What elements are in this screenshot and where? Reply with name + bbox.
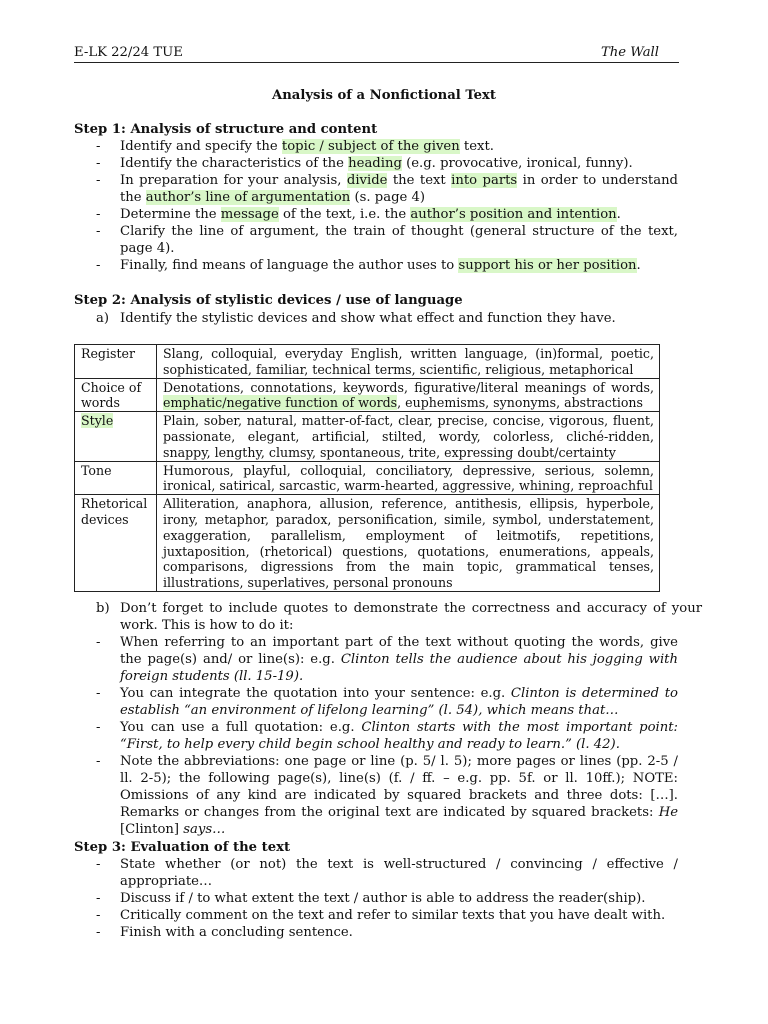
- table-cell: Register: [75, 345, 157, 379]
- page-header: [74, 44, 679, 63]
- list-item: - Clarify the line of argument, the train of thought (general structure of the text, page 4).: [74, 223, 678, 257]
- list-item: - Identify the characteristics of the heading (e.g. provocative, ironical, funny).: [74, 155, 678, 172]
- table-cell: Slang, colloquial, everyday English, written language, (in)formal, poetic, sophisticated, familiar, technical terms, scientific, religious, metaphorical: [157, 345, 660, 379]
- list-item: - Note the abbreviations: one page or line (p. 5/ l. 5); more pages or lines (pp. 2-5 / ll. 2-5); the following page(s), line(s) (f. / ff. – e.g. pp. 5f. or ll. 10ff.); NOTE: Omissions of any kind are indicated by squared brackets and three dots: […]. Remarks or changes from the original text are indicated by squared brackets: He [Clinton] says…: [74, 753, 678, 838]
- list-item: - Discuss if / to what extent the text / author is able to address the reader(ship).: [74, 890, 678, 907]
- step3-heading: Step 3: Evaluation of the text: [74, 840, 291, 855]
- table-cell: Tone: [75, 461, 157, 495]
- course-code: E-LK 22/24 TUE: [74, 45, 183, 60]
- quotation-rules-list: [74, 634, 678, 838]
- list-item: - When referring to an important part of the text without quoting the words, give the page(s) and/ or line(s): e.g. Clinton tells the audience about his jogging with foreign students (ll. 15-19).: [74, 634, 678, 685]
- table-row: [75, 412, 660, 461]
- list-item: - Identify and specify the topic / subject of the given text.: [74, 138, 678, 155]
- table-cell: Denotations, connotations, keywords, figurative/literal meanings of words, emphatic/negative function of words, euphemisms, synonyms, abstractions: [157, 378, 660, 412]
- table-cell: Choice of words: [75, 378, 157, 412]
- list-item: - Critically comment on the text and refer to similar texts that you have dealt with.: [74, 907, 678, 924]
- step2-a: a) Identify the stylistic devices and show what effect and function they have.: [96, 311, 616, 326]
- table-cell: Style: [75, 412, 157, 461]
- step1-heading: Step 1: Analysis of structure and content: [74, 122, 378, 137]
- list-item: - Finally, find means of language the author uses to support his or her position.: [74, 257, 678, 274]
- list-item: - In preparation for your analysis, divide the text into parts in order to understand the author’s line of argumentation (s. page 4): [74, 172, 678, 206]
- table-row: [75, 378, 660, 412]
- unit-title: The Wall: [601, 45, 659, 60]
- step2-b: b) Don’t forget to include quotes to demonstrate the correctness and accuracy of your work. This is how to do it:: [96, 601, 702, 633]
- list-item: - Finish with a concluding sentence.: [74, 924, 678, 941]
- table-cell: Plain, sober, natural, matter-of-fact, clear, precise, concise, vigorous, fluent, passionate, elegant, artificial, stilted, wordy, colorless, cliché-ridden, snappy, lengthy, clumsy, spontaneous, trite, expressing doubt/certainty: [157, 412, 660, 461]
- table-row: [75, 461, 660, 495]
- table-cell: Alliteration, anaphora, allusion, reference, antithesis, ellipsis, hyperbole, irony, metaphor, paradox, personification, simile, symbol, understatement, exaggeration, parallelism, employment of leitmotifs, repetitions, juxtaposition, (rhetorical) questions, quotations, enumerations, appeals, comparisons, digressions from the main topic, grammatical tenses, illustrations, superlatives, personal pronouns: [157, 495, 660, 592]
- table-cell: Humorous, playful, colloquial, conciliatory, depressive, serious, solemn, ironical, satirical, sarcastic, warm-hearted, aggressive, whining, reproachful: [157, 461, 660, 495]
- document-title: Analysis of a Nonfictional Text: [271, 88, 496, 103]
- table-cell: Rhetorical devices: [75, 495, 157, 592]
- step1-list: [74, 138, 678, 274]
- step2-heading: Step 2: Analysis of stylistic devices / use of language: [74, 293, 463, 308]
- list-item: - You can use a full quotation: e.g. Clinton starts with the most important point: “First, to help every child begin school healthy and ready to learn.” (l. 42).: [74, 719, 678, 753]
- list-item: - You can integrate the quotation into your sentence: e.g. Clinton is determined to establish “an environment of lifelong learning” (l. 54), which means that…: [74, 685, 678, 719]
- list-item: - State whether (or not) the text is well-structured / convincing / effective / appropriate…: [74, 856, 678, 890]
- stylistic-devices-table: [74, 344, 660, 592]
- table-row: [75, 345, 660, 379]
- table-row: [75, 495, 660, 592]
- step3-list: [74, 856, 678, 941]
- list-item: - Determine the message of the text, i.e. the author’s position and intention.: [74, 206, 678, 223]
